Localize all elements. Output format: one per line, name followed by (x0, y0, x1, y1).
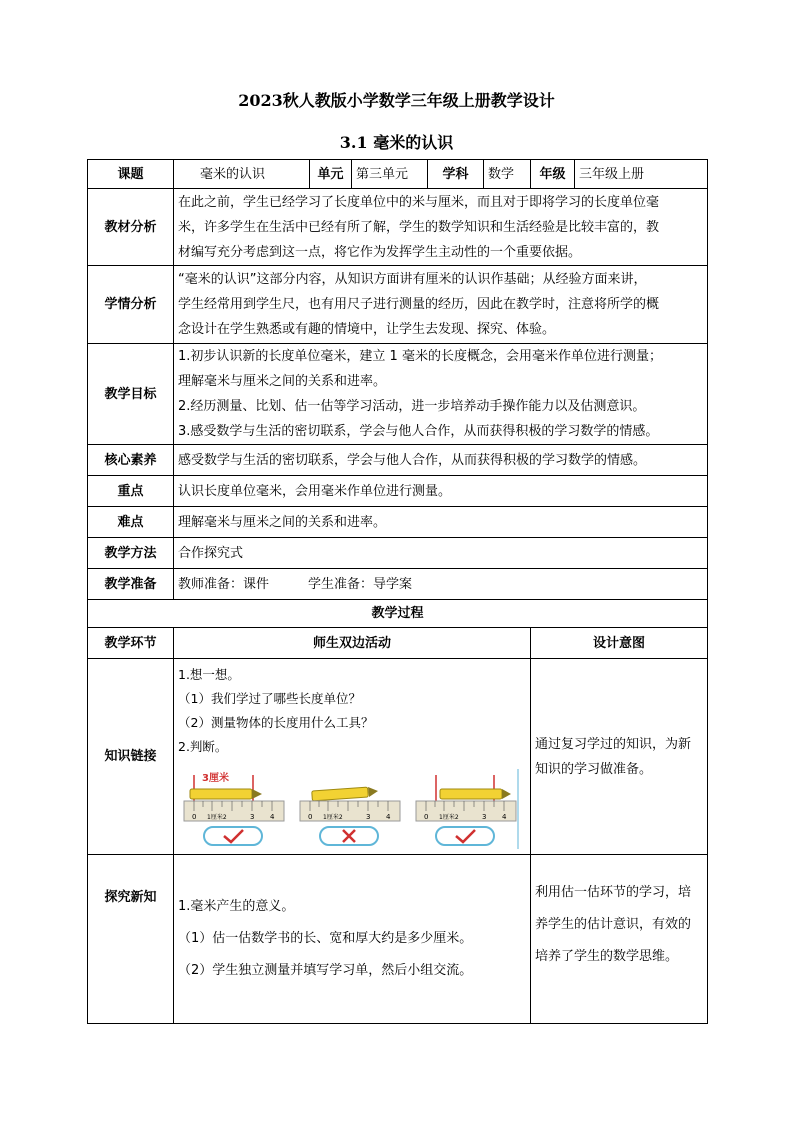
ruler-digit: 0 (308, 812, 313, 821)
unit-label: 单元 (310, 160, 352, 189)
crayon (312, 787, 369, 801)
intent-line: 培养了学生的数学思维。 (535, 949, 679, 964)
stage-knowledge-link (88, 659, 708, 855)
grade-label: 年级 (531, 160, 575, 189)
row-label: 重点 (88, 476, 174, 507)
col-stage: 教学环节 (88, 628, 174, 659)
ruler-caption: 3厘米 (202, 772, 229, 784)
activity-item: （2）测量物体的长度用什么工具？ (178, 714, 374, 730)
text-line: 合作探究式 (174, 538, 708, 569)
row-label: 教学方法 (88, 538, 174, 569)
ruler (416, 801, 516, 821)
grade-value: 三年级上册 (575, 160, 708, 189)
activity-item: （1）估一估数学书的长、宽和厚大约是多少厘米。 (178, 931, 473, 946)
crayon (440, 789, 502, 799)
info-row (88, 160, 708, 189)
judgment-oval (204, 827, 262, 845)
stage-label: 知识链接 (88, 659, 174, 855)
activity-item: （1）我们学过了哪些长度单位？ (178, 690, 361, 706)
ruler-digit: 4 (386, 812, 391, 821)
document-title: 2023秋人教版小学数学三年级上册教学设计 (238, 91, 555, 110)
row-teaching-prep (88, 569, 708, 600)
stage-label: 探究新知 (88, 855, 174, 1024)
row-label: 核心素养 (88, 445, 174, 476)
text-line: “毫米的认识”这部分内容，从知识方面讲有厘米的认识作基础；从经验方面来讲， (178, 272, 647, 287)
row-teaching-goals (88, 344, 708, 445)
intent-line: 利用估一估环节的学习，培 (535, 885, 692, 900)
ruler-digit: 3 (250, 812, 255, 821)
text-line: 理解毫米与厘米之间的关系和进率。 (174, 507, 708, 538)
ruler-digit: 1厘米2 (207, 813, 227, 821)
text-line: 认识长度单位毫米，会用毫米作单位进行测量。 (174, 476, 708, 507)
row-label: 学情分析 (88, 266, 174, 344)
text-line: 3.感受数学与生活的密切联系，学会与他人合作，从而获得积极的学习数学的情感。 (178, 424, 659, 439)
ruler-digit: 4 (502, 812, 507, 821)
stage-explore-new (88, 855, 708, 1024)
ruler-digit: 0 (192, 812, 197, 821)
ruler (300, 801, 400, 821)
col-intent: 设计意图 (531, 628, 708, 659)
ruler-digit: 1厘米2 (439, 813, 459, 821)
process-heading-row (88, 600, 708, 628)
topic-value: 毫米的认识 (174, 160, 310, 189)
text-line: 理解毫米与厘米之间的关系和进率。 (178, 374, 387, 389)
row-label: 教材分析 (88, 189, 174, 266)
activity-item: （2）学生独立测量并填写学习单，然后小组交流。 (178, 963, 473, 978)
text-line: 材编写充分考虑到这一点，将它作为发挥学生主动性的一个重要依据。 (178, 244, 582, 260)
process-header-row (88, 628, 708, 659)
judgment-figures (178, 759, 526, 851)
judgment-oval (436, 827, 494, 845)
ruler (184, 801, 284, 821)
crayon-tip (368, 787, 378, 797)
text-line: 教师准备：课件 学生准备：导学案 (174, 569, 708, 600)
ruler-digit: 3 (482, 812, 487, 821)
row-label: 教学目标 (88, 344, 174, 445)
activity-item: 1.毫米产生的意义。 (178, 899, 295, 914)
intent-line: 养学生的估计意识，有效的 (535, 917, 692, 932)
row-material-analysis (88, 189, 708, 266)
ruler-figure-3 (414, 769, 522, 851)
text-line: 米，许多学生在生活中已经有所了解，学生的数学知识和生活经验是比较丰富的，教 (178, 219, 660, 235)
row-student-analysis (88, 266, 708, 344)
text-line: 1.初步认识新的长度单位毫米，建立 1 毫米的长度概念，会用毫米作单位进行测量； (178, 349, 662, 364)
text-line: 念设计在学生熟悉或有趣的情境中，让学生去发现、探究、体验。 (178, 322, 556, 337)
activity-item: 2.判断。 (178, 738, 228, 754)
row-key-point (88, 476, 708, 507)
subject-label: 学科 (428, 160, 484, 189)
crayon-tip (502, 789, 511, 799)
lesson-plan-table (87, 159, 708, 1024)
text-line: 2.经历测量、比划、估一估等学习活动，进一步培养动手操作能力以及估测意识。 (178, 399, 646, 414)
unit-value: 第三单元 (352, 160, 428, 189)
ruler-figure-1 (182, 769, 286, 851)
subject-value: 数学 (484, 160, 531, 189)
activity-item: 1.想一想。 (178, 666, 240, 682)
row-core-literacy (88, 445, 708, 476)
ruler-digit: 3 (366, 812, 371, 821)
intent-line: 通过复习学过的知识，为新 (535, 736, 692, 752)
ruler-figure-2 (298, 769, 402, 851)
ruler-digit: 4 (270, 812, 275, 821)
row-label: 教学准备 (88, 569, 174, 600)
row-difficulty (88, 507, 708, 538)
col-activity: 师生双边活动 (174, 628, 531, 659)
text-line: 学生经常用到学生尺，也有用尺子进行测量的经历，因此在教学时，注意将所学的概 (178, 297, 660, 312)
process-heading: 教学过程 (88, 600, 708, 628)
intent-line: 知识的学习做准备。 (535, 761, 653, 777)
topic-label: 课题 (88, 160, 174, 189)
row-label: 难点 (88, 507, 174, 538)
row-teaching-method (88, 538, 708, 569)
crayon-tip (252, 789, 262, 799)
text-line: 在此之前，学生已经学习了长度单位中的米与厘米，而且对于即将学习的长度单位毫 (178, 194, 660, 210)
crayon (190, 789, 252, 799)
lesson-subtitle: 3.1 毫米的认识 (339, 133, 454, 152)
ruler-digit: 0 (424, 812, 429, 821)
text-line: 感受数学与生活的密切联系，学会与他人合作，从而获得积极的学习数学的情感。 (174, 445, 708, 476)
ruler-digit: 1厘米2 (323, 813, 343, 821)
